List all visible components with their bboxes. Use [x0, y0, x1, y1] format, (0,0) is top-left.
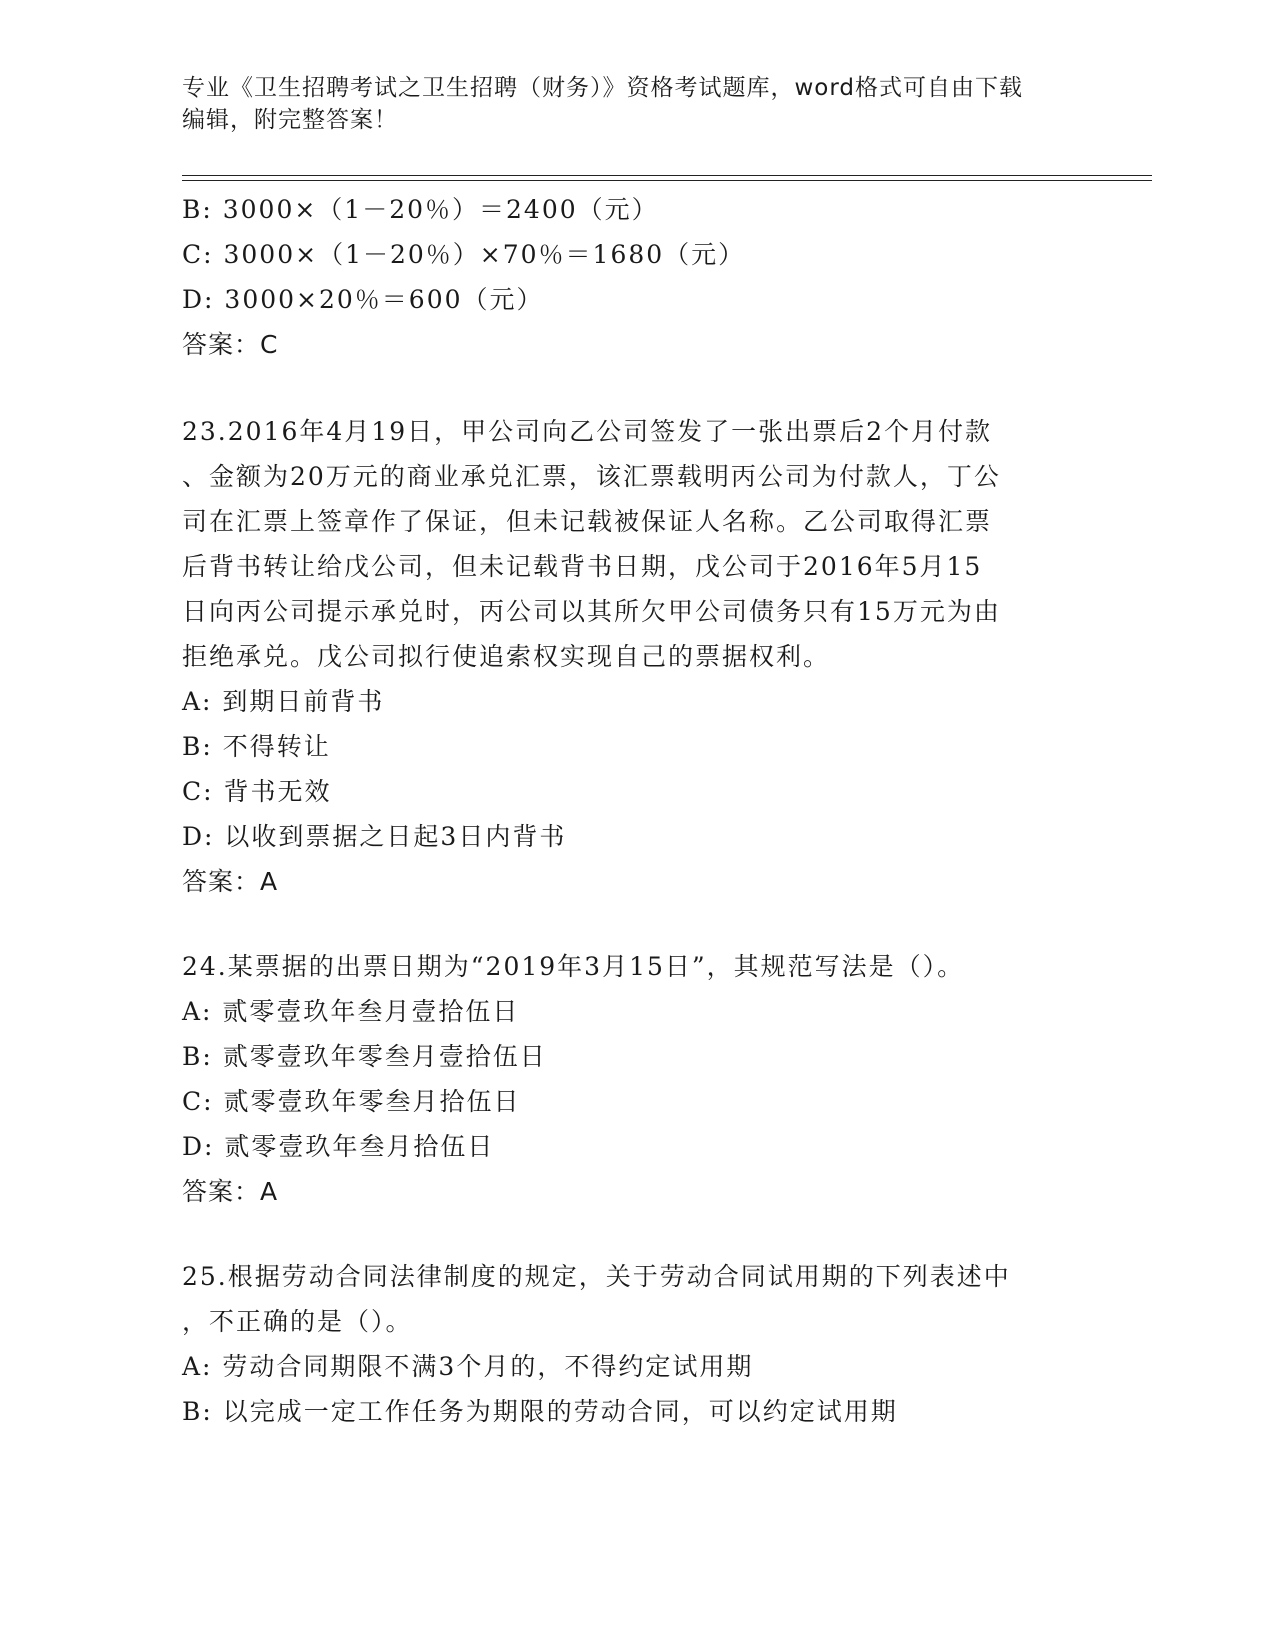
option-d: D: 3000×20％＝600（元）: [182, 285, 544, 314]
option-b: B: 贰零壹玖年零叁月壹拾伍日: [182, 1042, 547, 1071]
option-a: A: 到期日前背书: [182, 687, 385, 716]
question-text-line: 25.根据劳动合同法律制度的规定，关于劳动合同试用期的下列表述中: [182, 1262, 1011, 1291]
question-text-line: 24.某票据的出票日期为“2019年3月15日”，其规范写法是（）。: [182, 952, 965, 981]
question-24: [182, 944, 1102, 1214]
option-a: A: 劳动合同期限不满3个月的，不得约定试用期: [182, 1352, 754, 1381]
answer: 答案：A: [182, 1177, 279, 1206]
answer: 答案：C: [182, 330, 279, 359]
option-c: C: 背书无效: [182, 777, 332, 806]
option-a: A: 贰零壹玖年叁月壹拾伍日: [182, 997, 520, 1026]
question-text-line: 日向丙公司提示承兑时，丙公司以其所欠甲公司债务只有15万元为由: [182, 597, 1001, 626]
option-c: C: 贰零壹玖年零叁月拾伍日: [182, 1087, 521, 1116]
question-text-line: 拒绝承兑。戊公司拟行使追索权实现自己的票据权利。: [182, 642, 831, 671]
question-text-line: 后背书转让给戊公司，但未记载背书日期，戊公司于2016年5月15: [182, 552, 983, 581]
question-text-line: 23.2016年4月19日，甲公司向乙公司签发了一张出票后2个月付款: [182, 417, 993, 446]
document-content: [182, 187, 1102, 1434]
question-text-line: 、金额为20万元的商业承兑汇票，该汇票载明丙公司为付款人，丁公: [182, 462, 1001, 491]
option-b: B: 以完成一定工作任务为期限的劳动合同，可以约定试用期: [182, 1397, 898, 1426]
document-header: [182, 72, 1072, 136]
spacer: [182, 904, 1102, 944]
option-b: B: 不得转让: [182, 732, 331, 761]
spacer: [182, 367, 1102, 409]
question-text-line: 司在汇票上签章作了保证，但未记载被保证人名称。乙公司取得汇票: [182, 507, 993, 536]
header-divider-bottom: [182, 180, 1152, 181]
option-b: B: 3000×（1－20％）＝2400（元）: [182, 195, 659, 224]
question-23: [182, 409, 1102, 904]
question-22: [182, 187, 1102, 367]
option-d: D: 以收到票据之日起3日内背书: [182, 822, 567, 851]
header-line-2: 编辑，附完整答案！: [182, 107, 398, 133]
spacer: [182, 1214, 1102, 1254]
question-25: [182, 1254, 1102, 1434]
answer: 答案：A: [182, 867, 279, 896]
header-divider-top: [182, 175, 1152, 176]
option-d: D: 贰零壹玖年叁月拾伍日: [182, 1132, 495, 1161]
header-line-1: 专业《卫生招聘考试之卫生招聘（财务）》资格考试题库，word格式可自由下载: [182, 75, 1024, 101]
option-c: C: 3000×（1－20％）×70％＝1680（元）: [182, 240, 746, 269]
question-text-line: ，不正确的是（）。: [182, 1307, 413, 1336]
